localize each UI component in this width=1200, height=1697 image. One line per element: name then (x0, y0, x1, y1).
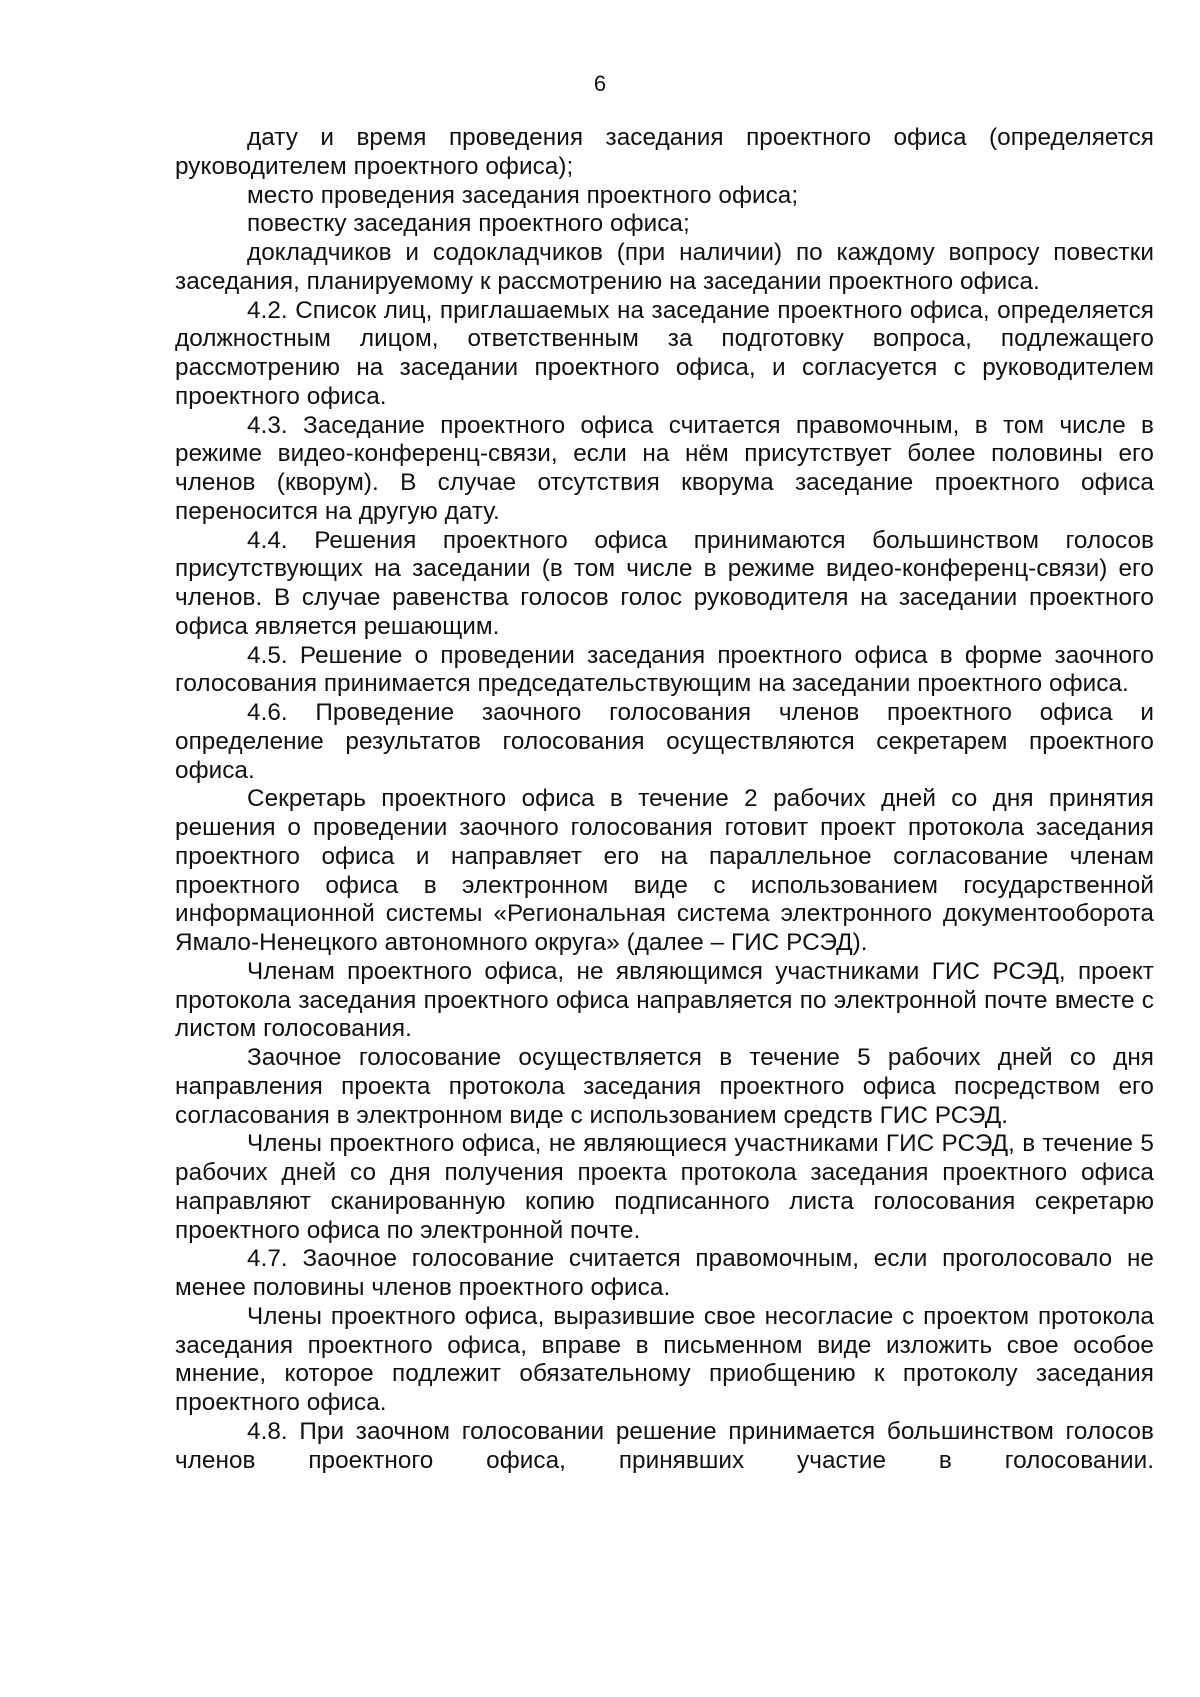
page-number: 6 (593, 71, 607, 96)
paragraph-non-participants-email: Членам проектного офиса, не являющимся участниками ГИС РСЭД, проект протокола заседания проектного офиса направляется по электронной почте вместе с листом голосования. (175, 957, 1154, 1043)
paragraph-meeting-date-time: дату и время проведения заседания проектного офиса (определяется руководителем проектного офиса); (175, 124, 1154, 180)
paragraph-4-4: 4.4. Решения проектного офиса принимаются большинством голосов присутствующих на заседании (в том числе в режиме видео-конференц-связи) его членов. В случае равенства голосов голос руководителя на заседании проектного офиса является решающим. (175, 526, 1154, 640)
paragraph-meeting-agenda: повестку заседания проектного офиса; (247, 210, 690, 238)
paragraph-4-2: 4.2. Список лиц, приглашаемых на заседание проектного офиса, определяется должностным лицом, ответственным за подготовку вопроса, подлежащего рассмотрению на заседании проектного офиса, и согласуется с руководителем проектного офиса. (175, 296, 1154, 410)
paragraph-4-8: 4.8. При заочном голосовании решение принимается большинством голосов членов проектного офиса, принявших участие в голосовании. (175, 1417, 1154, 1474)
paragraph-voting-period: Заочное голосование осуществляется в течение 5 рабочих дней со дня направления проекта протокола заседания проектного офиса посредством его согласования в электронном виде с использованием средств ГИС РСЭД. (175, 1044, 1154, 1129)
paragraph-4-3: 4.3. Заседание проектного офиса считается правомочным, в том числе в режиме видео-конференц-связи, если на нём присутствует более половины его членов (кворум). В случае отсутствия кворума заседание проектного офиса переносится на другую дату. (175, 411, 1154, 525)
paragraph-speakers: докладчиков и содокладчиков (при наличии) по каждому вопросу повестки заседания, планируемому к рассмотрению на заседании проектного офиса. (175, 239, 1154, 295)
paragraph-scanned-copy: Члены проектного офиса, не являющиеся участниками ГИС РСЭД, в течение 5 рабочих дней со дня получения проекта протокола заседания проектного офиса направляют сканированную копию подписанного листа голосования секретарю проектного офиса по электронной почте. (175, 1130, 1154, 1244)
paragraph-dissenting-opinion: Члены проектного офиса, выразившие свое несогласие с проектом протокола заседания проектного офиса, вправе в письменном виде изложить свое особое мнение, которое подлежит обязательному приобщению к протоколу заседания проектного офиса. (175, 1302, 1154, 1416)
document-body (175, 124, 1154, 1475)
paragraph-meeting-place: место проведения заседания проектного офиса; (247, 181, 799, 209)
paragraph-4-7: 4.7. Заочное голосование считается правомочным, если проголосовало не менее половины членов проектного офиса. (175, 1245, 1154, 1301)
paragraph-4-6: 4.6. Проведение заочного голосования членов проектного офиса и определение результатов голосования осуществляются секретарем проектного офиса. (175, 699, 1154, 784)
paragraph-4-5: 4.5. Решение о проведении заседания проектного офиса в форме заочного голосования принимается председательствующим на заседании проектного офиса. (175, 641, 1154, 698)
paragraph-secretary-duties: Секретарь проектного офиса в течение 2 рабочих дней со дня принятия решения о проведении заочного голосования готовит проект протокола заседания проектного офиса и направляет его на параллельное согласование членам проектного офиса в электронном виде с использованием государственной информационной системы «Региональная система электронного документооборота Ямало-Ненецкого автономного округа» (далее – ГИС РСЭД). (175, 785, 1154, 956)
